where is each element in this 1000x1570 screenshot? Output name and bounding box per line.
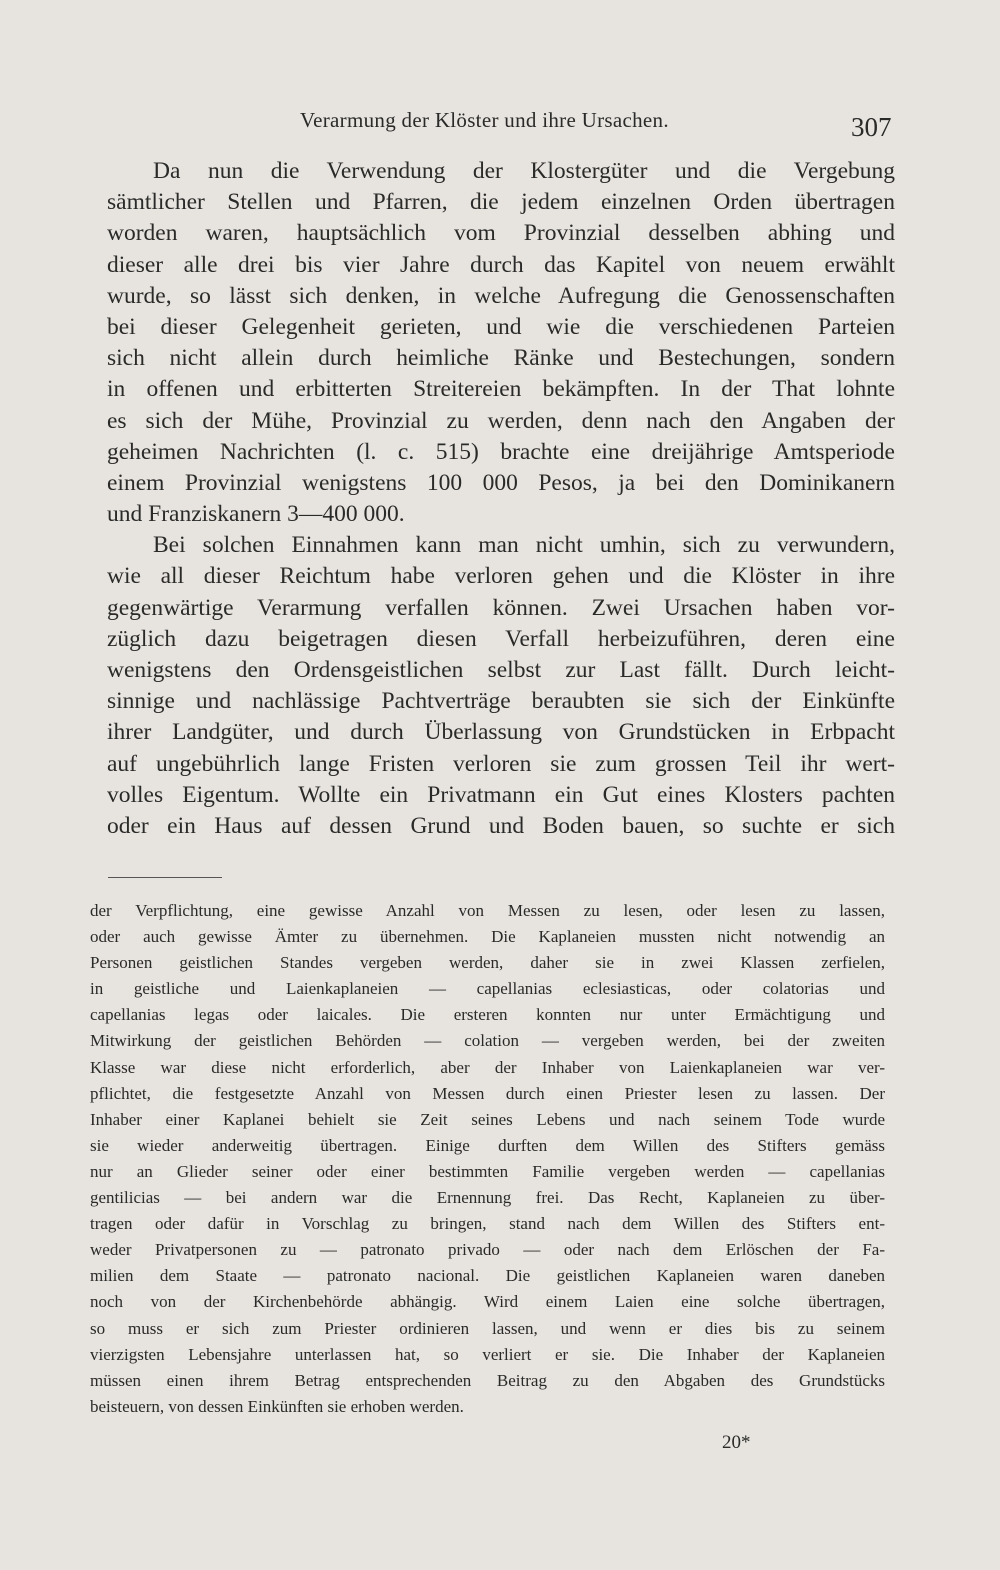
footnote-line: weder Privatpersonen zu — patronato privado — oder nach dem Erlöschen der Fa- [90,1240,885,1260]
footnote-line: oder auch gewisse Ämter zu übernehmen. Die Kaplaneien mussten nicht notwendig an [90,927,885,947]
body-line: wie all dieser Reichtum habe verloren gehen und die Klöster in ihre [107,563,895,590]
page-number: 307 [851,112,892,142]
footnote-line: pflichtet, die festgesetzte Anzahl von Messen durch einen Priester lesen zu lassen. Der [90,1083,885,1103]
footnote-separator [108,877,222,878]
footnote-line: müssen einen ihrem Betrag entsprechenden Beitrag zu den Abgaben des Grundstücks [90,1370,885,1390]
body-line: Da nun die Verwendung der Klostergüter und die Vergebung [153,158,895,184]
body-line: gegenwärtige Verarmung verfallen können. Zwei Ursachen haben vor- [107,594,895,621]
running-head: Verarmung der Klöster und ihre Ursachen. [300,108,669,132]
footnote-line: capellanias legas oder laicales. Die ersteren konnten nur unter Ermächtigung und [90,1005,885,1025]
footnote-line: Personen geistlichen Standes vergeben werden, daher sie in zwei Klassen zerfielen, [90,953,885,973]
body-line: in offenen und erbitterten Streitereien bekämpften. In der That lohnte [107,376,895,403]
body-line: worden waren, hauptsächlich vom Provinzial desselben abhing und [107,220,895,247]
footnote-line: so muss er sich zum Priester ordinieren lassen, und wenn er dies bis zu seinem [90,1318,885,1338]
body-line: einem Provinzial wenigstens 100 000 Pesos, ja bei den Dominikanern [107,469,895,496]
signature-mark: 20* [722,1432,751,1453]
footnote-line: in geistliche und Laienkaplaneien — capellanias eclesiasticas, oder colatorias und [90,979,885,999]
body-line: wenigstens den Ordensgeistlichen selbst zur Last fällt. Durch leicht- [107,657,895,683]
body-line: und Franziskanern 3—400 000. [107,501,405,528]
body-line: sämtlicher Stellen und Pfarren, die jedem einzelnen Orden übertragen [107,189,895,216]
body-line: ihrer Landgüter, und durch Überlassung von Grundstücken in Erbpacht [107,719,895,746]
body-line: wurde, so lässt sich denken, in welche Aufregung die Genossenschaften [107,282,895,309]
body-line: volles Eigentum. Wollte ein Privatmann ein Gut eines Klosters pachten [107,781,895,808]
body-line: auf ungebührlich lange Fristen verloren sie zum grossen Teil ihr wert- [107,750,895,777]
body-line: sich nicht allein durch heimliche Ränke und Bestechungen, sondern [107,345,895,372]
footnote [90,898,885,1420]
footnote-line: vierzigsten Lebensjahre unterlassen hat, so verliert er sie. Die Inhaber der Kaplaneien [90,1344,885,1364]
body-line: es sich der Mühe, Provinzial zu werden, denn nach den Angaben der [107,407,895,434]
footnote-line: der Verpflichtung, eine gewisse Anzahl von Messen zu lesen, oder lesen zu lassen, [90,901,885,920]
footnote-line: gentilicias — bei andern war die Ernennung frei. Das Recht, Kaplaneien zu über- [90,1188,885,1208]
footnote-line: Inhaber einer Kaplanei behielt sie Zeit seines Lebens und nach seinem Tode wurde [90,1109,885,1129]
footnote-line: Mitwirkung der geistlichen Behörden — colation — vergeben werden, bei der zweiten [90,1031,885,1051]
footnote-line: tragen oder dafür in Vorschlag zu bringen, stand nach dem Willen des Stifters ent- [90,1214,885,1234]
footnote-line: milien dem Staate — patronato nacional. Die geistlichen Kaplaneien waren daneben [90,1266,885,1286]
body-line: Bei solchen Einnahmen kann man nicht umhin, sich zu verwundern, [153,532,895,559]
footnote-line: noch von der Kirchenbehörde abhängig. Wird einem Laien eine solche übertragen, [90,1292,885,1312]
footnote-line: Klasse war diese nicht erforderlich, aber der Inhaber von Laienkaplaneien war ver- [90,1057,885,1077]
footnote-line: nur an Glieder seiner oder einer bestimmten Familie vergeben werden — capellanias [90,1161,885,1181]
body-line: geheimen Nachrichten (l. c. 515) brachte eine dreijährige Amtsperiode [107,438,895,465]
body-text [107,156,895,842]
body-line: sinnige und nachlässige Pachtverträge beraubten sie sich der Einkünfte [107,688,895,715]
body-line: oder ein Haus auf dessen Grund und Boden bauen, so suchte er sich [107,812,895,839]
footnote-line: sie wieder anderweitig übertragen. Einige durften dem Willen des Stifters gemäss [90,1135,885,1155]
footnote-line: beisteuern, von dessen Einkünften sie erhoben werden. [90,1396,464,1416]
body-line: züglich dazu beigetragen diesen Verfall herbeizuführen, deren eine [107,625,895,652]
body-line: dieser alle drei bis vier Jahre durch das Kapitel von neuem erwählt [107,251,895,278]
body-line: bei dieser Gelegenheit gerieten, und wie die verschiedenen Parteien [107,313,895,340]
